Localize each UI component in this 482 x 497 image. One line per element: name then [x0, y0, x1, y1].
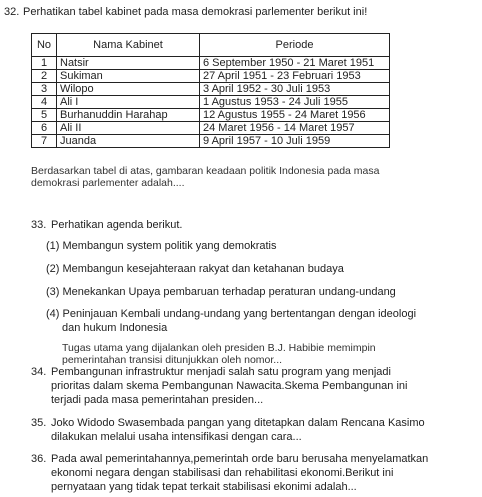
q33-prompt: Perhatikan agenda berikut.	[51, 219, 183, 231]
q35-line1: Joko Widodo Swasembada pangan yang ditetapkan dalam Rencana Kasimo	[51, 417, 425, 429]
table-row	[32, 96, 390, 109]
table-header-row	[32, 34, 390, 57]
table-row	[32, 135, 390, 148]
q32-followup-line1: Berdasarkan tabel di atas, gambaran keadaan politik Indonesia pada masa	[31, 165, 380, 177]
cell-nama-kabinet: Juanda	[57, 135, 200, 148]
q35-number: 35.	[31, 417, 47, 429]
q33-item-3: (3) Menekankan Upaya pembaruan terhadap peraturan undang-undang	[46, 286, 396, 298]
cell-no: 5	[32, 109, 57, 122]
q33-closing-line1: Tugas utama yang dijalankan oleh presiden B.J. Habibie memimpin	[62, 342, 376, 354]
table-row	[32, 83, 390, 96]
q36-line1: Pada awal pemerintahannya,pemerintah orde baru berusaha menyelamatkan	[51, 453, 429, 465]
q33-item-2: (2) Membangun kesejahteraan rakyat dan ketahanan budaya	[46, 263, 344, 275]
q36-line2: ekonomi negara dengan stabilisasi dan rehabilitasi ekonomi.Berikut ini	[51, 467, 394, 479]
cell-periode: 12 Agustus 1955 - 24 Maret 1956	[200, 109, 390, 122]
cell-periode: 1 Agustus 1953 - 24 Juli 1955	[200, 96, 390, 109]
cell-nama-kabinet: Natsir	[57, 57, 200, 70]
cell-periode: 24 Maret 1956 - 14 Maret 1957	[200, 122, 390, 135]
cell-no: 7	[32, 135, 57, 148]
q33-item-4: (4) Peninjauan Kembali undang-undang yang bertentangan dengan ideologi	[46, 308, 417, 320]
cell-nama-kabinet: Ali II	[57, 122, 200, 135]
cell-no: 4	[32, 96, 57, 109]
q34-line2: prioritas dalam skema Pembangunan Nawacita.Skema Pembangunan ini	[51, 380, 408, 392]
q33-number: 33.	[31, 219, 47, 231]
column-header-nama-kabinet: Nama Kabinet	[57, 34, 200, 57]
cell-nama-kabinet: Burhanuddin Harahap	[57, 109, 200, 122]
q36-line3: pernyataan yang tidak tepat terkait stabilisasi ekonimi adalah...	[51, 481, 357, 493]
q32-prompt: Perhatikan tabel kabinet pada masa demokrasi parlementer berikut ini!	[23, 6, 368, 18]
cell-periode: 27 April 1951 - 23 Februari 1953	[200, 70, 390, 83]
cell-nama-kabinet: Sukiman	[57, 70, 200, 83]
cell-periode: 9 April 1957 - 10 Juli 1959	[200, 135, 390, 148]
table-row	[32, 122, 390, 135]
cell-no: 2	[32, 70, 57, 83]
cell-nama-kabinet: Wilopo	[57, 83, 200, 96]
cell-nama-kabinet: Ali I	[57, 96, 200, 109]
q33-item-4-line2: dan hukum Indonesia	[62, 322, 168, 334]
q34-line3: terjadi pada masa pemerintahan presiden...	[51, 394, 264, 406]
q32-followup-line2: demokrasi parlementer adalah....	[31, 177, 185, 189]
q33-closing-line2: pemerintahan transisi ditunjukkan oleh nomor...	[62, 354, 283, 366]
cabinet-table	[31, 33, 390, 148]
q34-number: 34.	[31, 366, 47, 378]
column-header-periode: Periode	[200, 34, 390, 57]
cell-periode: 6 September 1950 - 21 Maret 1951	[200, 57, 390, 70]
cell-periode: 3 April 1952 - 30 Juli 1953	[200, 83, 390, 96]
table-row	[32, 70, 390, 83]
column-header-no: No	[32, 34, 57, 57]
q32-number: 32.	[4, 6, 20, 18]
q34-line1: Pembangunan infrastruktur menjadi salah satu program yang menjadi	[51, 366, 391, 378]
q35-line2: dilakukan melalui usaha intensifikasi dengan cara...	[51, 431, 302, 443]
cell-no: 1	[32, 57, 57, 70]
cell-no: 3	[32, 83, 57, 96]
cell-no: 6	[32, 122, 57, 135]
q33-item-1: (1) Membangun system politik yang demokratis	[46, 240, 277, 252]
table-row	[32, 109, 390, 122]
q36-number: 36.	[31, 453, 47, 465]
table-row	[32, 57, 390, 70]
